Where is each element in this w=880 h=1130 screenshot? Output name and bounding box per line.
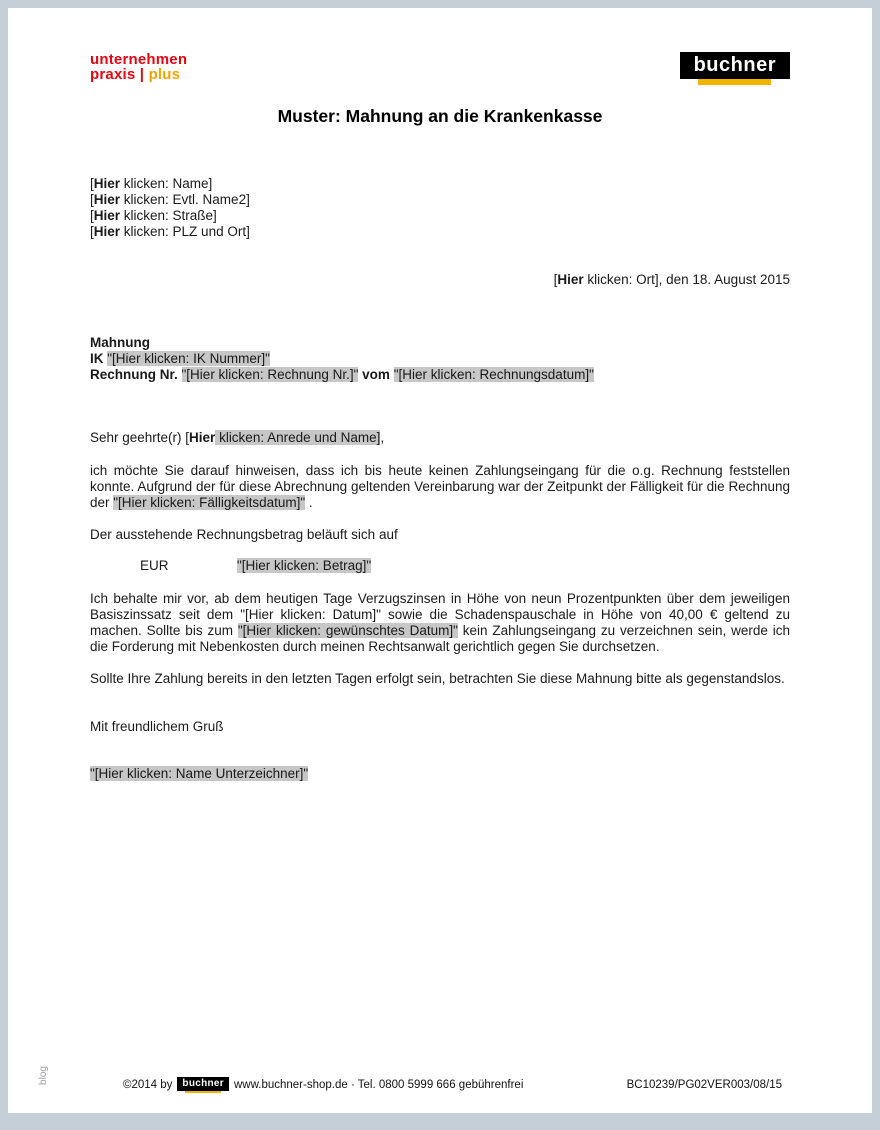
subject-mahnung: Mahnung [90, 335, 150, 350]
footer-copyright [123, 1077, 523, 1094]
placeholder-text: klicken: Evtl. Name2] [120, 192, 250, 207]
placeholder-text: klicken: Name] [120, 176, 213, 191]
footer-buchner-logo-text: buchner [177, 1077, 229, 1091]
vom-label: vom [358, 367, 394, 382]
recipient-block [90, 176, 790, 240]
paragraph-payment-missing [90, 463, 790, 511]
placeholder-bold: Hier [93, 224, 121, 239]
ik-number-field[interactable]: "[Hier klicken: IK Nummer]" [107, 351, 270, 366]
footer-copyright-pre: ©2014 by [123, 1078, 173, 1091]
recipient-line-name2[interactable] [90, 192, 790, 208]
blog-watermark: blog [37, 1066, 49, 1085]
placeholder-bold: Hier [93, 208, 121, 223]
placeholder-bold: Hier [93, 176, 121, 191]
placeholder-text: [ [553, 272, 558, 287]
placeholder-text: [ [90, 192, 94, 207]
brand-praxis: praxis [90, 66, 136, 83]
paragraph-outstanding-amount: Der ausstehende Rechnungsbetrag beläuft sich auf [90, 527, 398, 542]
date-line[interactable] [90, 272, 790, 288]
recipient-line-city[interactable] [90, 224, 790, 240]
subject-ik-line [90, 351, 790, 367]
amount-line [90, 558, 790, 574]
paragraph-interest-warning [90, 591, 790, 655]
footer-document-code: BC10239/PG02VER003/08/15 [626, 1078, 782, 1091]
recipient-line-street[interactable] [90, 208, 790, 224]
invoice-date-field[interactable]: "[Hier klicken: Rechnungsdatum]" [393, 367, 594, 382]
amount-field[interactable]: "[Hier klicken: Betrag]" [237, 558, 372, 573]
placeholder-text: [ [90, 176, 94, 191]
due-date-field[interactable]: "[Hier klicken: Fälligkeitsdatum]" [113, 495, 306, 510]
footer-buchner-logo-yellow-bar [185, 1091, 221, 1094]
invoice-label: Rechnung Nr. [90, 367, 182, 382]
subject-invoice-line [90, 367, 790, 383]
invoice-number-field[interactable]: "[Hier klicken: Rechnung Nr.]" [181, 367, 359, 382]
recipient-line-name[interactable] [90, 176, 790, 192]
unternehmen-praxis-plus-logo [90, 52, 187, 82]
currency-label: EUR [140, 558, 169, 573]
brand-line1: unternehmen [90, 51, 188, 68]
signer-name-field[interactable]: "[Hier klicken: Name Unterzeichner]" [90, 766, 309, 781]
placeholder-bold: Hier [557, 272, 584, 287]
buchner-logo [680, 52, 790, 85]
footer-copyright-post: www.buchner-shop.de · Tel. 0800 5999 666 gebührenfrei [233, 1078, 524, 1091]
footer [8, 1077, 872, 1094]
subject-block [90, 335, 790, 383]
header [8, 8, 872, 85]
paragraph-text: ich möchte Sie darauf hinweisen, dass ich bis heute keinen Zahlungseingang für die o.g. Rechnung feststellen konnte. Aufgrund der für diese Abrechnung geltenden Vereinbarung war der Zeitpunkt der Fälligkeit für die Rechnung der [90, 463, 790, 510]
placeholder-text: klicken: Straße] [120, 208, 217, 223]
placeholder-text: [ [90, 224, 94, 239]
page-title: Muster: Mahnung an die Krankenkasse [277, 106, 603, 126]
paragraph-text: . [305, 495, 313, 510]
signature-line [90, 766, 790, 782]
placeholder-text: klicken: PLZ und Ort] [120, 224, 250, 239]
salutation-text: Sehr geehrte(r) [ [90, 430, 190, 445]
desired-date-field[interactable]: "[Hier klicken: gewünschtes Datum]" [237, 623, 458, 638]
salutation-line [90, 430, 790, 446]
document-page [8, 8, 872, 1113]
placeholder-text: [ [90, 208, 94, 223]
buchner-logo-yellow-bar [698, 79, 771, 85]
placeholder-bold: Hier [93, 192, 121, 207]
paragraph-disregard-note: Sollte Ihre Zahlung bereits in den letzten Tagen erfolgt sein, betrachten Sie diese Mahnung bitte als gegenstandslos. [90, 671, 785, 686]
placeholder-text: klicken: Ort], den 18. August 2015 [583, 272, 790, 287]
salutation-comma: , [380, 430, 385, 445]
letter-body [8, 176, 872, 782]
brand-line2 [90, 67, 187, 82]
placeholder-bold: Hier [189, 430, 216, 445]
brand-pipe: | [139, 66, 145, 83]
paragraph-text: kein Zahlungseingang zu verzeichnen sein, werde ich die Forderung mit Nebenkosten durch meinen Rechtsanwalt gerichtlich gegen Sie durchsetzen. [90, 623, 791, 654]
closing-line: Mit freundlichem Gruß [90, 719, 224, 734]
paragraph-text: Ich behalte mir vor, ab dem heutigen Tage Verzugszinsen in Höhe von neun Prozentpunkten über dem jeweiligen Basiszinssatz seit dem "[Hier klicken: Datum]" sowie die Schadenspauschale in Höhe von 40,00 € geltend zu machen. Sollte bis zum [90, 591, 790, 638]
brand-plus: plus [148, 66, 181, 83]
salutation-name-field[interactable]: klicken: Anrede und Name] [215, 430, 381, 445]
buchner-logo-text: buchner [680, 52, 790, 79]
ik-label: IK [90, 351, 108, 366]
footer-buchner-logo [177, 1077, 229, 1094]
